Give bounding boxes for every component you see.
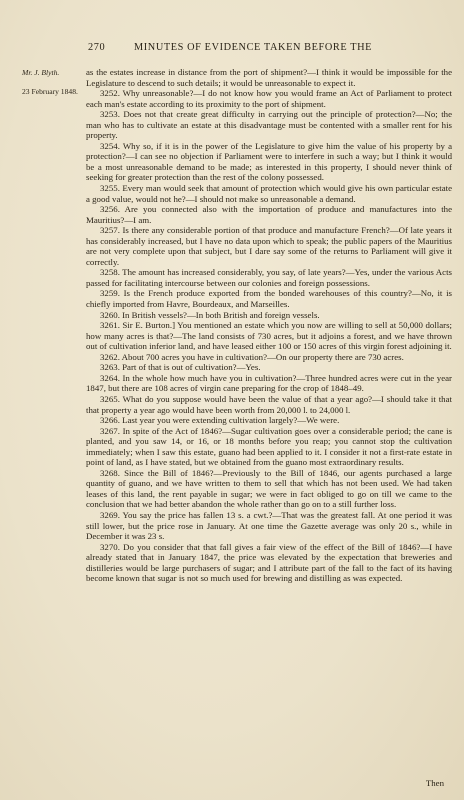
paragraph: 3254. Why so, if it is in the power of the Legislature to give him the value of his property by a protection?—I can see no objection if Parliament were to interfere in such a way; but I think it would be a most unreasonable demand to be made; as interested in this property, I should never think of seeking for greater protection than the rest of the colony possessed. <box>86 140 452 183</box>
paragraph: 3253. Does not that create great difficulty in carrying out the principle of protection?—No; the man who has to cultivate an estate at this disadvantage must be contented with a smaller rent for his property. <box>86 109 452 141</box>
paragraph: 3264. In the whole how much have you in cultivation?—Three hundred acres were cut in the year 1847, but there are 108 acres of virgin cane preparing for the crop of 1848–49. <box>86 372 452 394</box>
paragraph: 3258. The amount has increased considerably, you say, of late years?—Yes, under the various Acts passed for facilitating intercourse between our colonies and foreign possessions. <box>86 267 452 288</box>
paragraph: as the estates increase in distance from the port of shipment?—I think it would be impossible for the Legislature to descend to such details; it would be unreasonable to expect it. <box>86 67 452 88</box>
paragraph: 3260. In British vessels?—In both British and foreign vessels. <box>100 309 320 320</box>
witness-name: Mr. J. Blyth. <box>22 68 60 77</box>
page-number: 270 <box>88 42 106 53</box>
catchword: Then <box>425 778 444 788</box>
hearing-date: 23 February 1848. <box>22 87 78 96</box>
paragraph: 3263. Part of that is out of cultivation?—Yes. <box>100 362 261 373</box>
paragraph: 3267. In spite of the Act of 1846?—Sugar cultivation goes over a considerable period; the cane is planted, and you saw 14, or 16, or 18 months before you reap; you cannot stop the cultivation immediately; when I saw this estate, guano had been applied to it. I consider it not a first-rate estate in point of land, as I have stated, but we obtained from the guano most extraordinary results. <box>86 425 452 468</box>
paragraph: 3265. What do you suppose would have been the value of that a year ago?—I should take it that that property a year ago would have been worth from 20,000 l. to 24,000 l. <box>86 393 452 415</box>
running-title: MINUTES OF EVIDENCE TAKEN BEFORE THE <box>134 42 373 53</box>
page-header <box>88 42 448 56</box>
paragraph: 3261. Sir E. Burton.] You mentioned an estate which you now are willing to sell at 50,000 dollars; how many acres is that?—The land consists of 730 acres, but it adjoins a forest, and we have thrown out of cultivation inferior land, and have leased either 100 or 150 acres of this virgin forest adjoining it. <box>86 320 452 352</box>
paragraph: 3256. Are you connected also with the importation of produce and manufactures into the Mauritius?—I am. <box>86 204 452 225</box>
paragraph: 3259. Is the French produce exported from the bonded warehouses of this country?—No, it is chiefly imported from Havre, Bourdeaux, and Marseilles. <box>86 288 452 310</box>
minutes-body <box>86 67 452 584</box>
paragraph: 3269. You say the price has fallen 13 s. a cwt.?—That was the greatest fall. At one period it was still lower, but the price rose in January. At one time the Gazette average was only 20 s., while in December it was 23 s. <box>86 509 452 542</box>
paragraph: 3262. About 700 acres you have in cultivation?—On our property there are 730 acres. <box>100 351 404 362</box>
paragraph: 3257. Is there any considerable portion of that produce and manufacture French?—Of late years it has considerably increased, but I have no data upon which to speak; the public papers of the Mauritius are not very complete upon that subject, but I dare say some of the returns to Parliament will give it correctly. <box>86 225 452 267</box>
paragraph: 3270. Do you consider that that fall gives a fair view of the effect of the Bill of 1846?—I have already stated that in January 1847, the price was elevated by the expectation that breweries and distilleries would be large purchasers of sugar; and I attribute part of the fall to the fact of its having become known that sugar is not so much used for brewing and distilling as was expected. <box>86 541 452 584</box>
paragraph: 3266. Last year you were extending cultivation largely?—We were. <box>100 415 340 426</box>
paragraph: 3255. Every man would seek that amount of protection which would give his own particular estate a good value, would not he?—I should not make so unreasonable a demand. <box>86 183 452 204</box>
paragraph: 3252. Why unreasonable?—I do not know how you would frame an Act of Parliament to protect each man's estate according to its proximity to the port of shipment. <box>86 88 452 109</box>
paragraph: 3268. Since the Bill of 1846?—Previously to the Bill of 1846, our agents purchased a large quantity of guano, and we have written to them to sell that which has not been used. We had taken leases of this land, the rent payable in sugar; we were in fact obliged to go on till we came to the conclusion that we had better abandon the whole rather than go on to a still further loss. <box>86 467 452 510</box>
